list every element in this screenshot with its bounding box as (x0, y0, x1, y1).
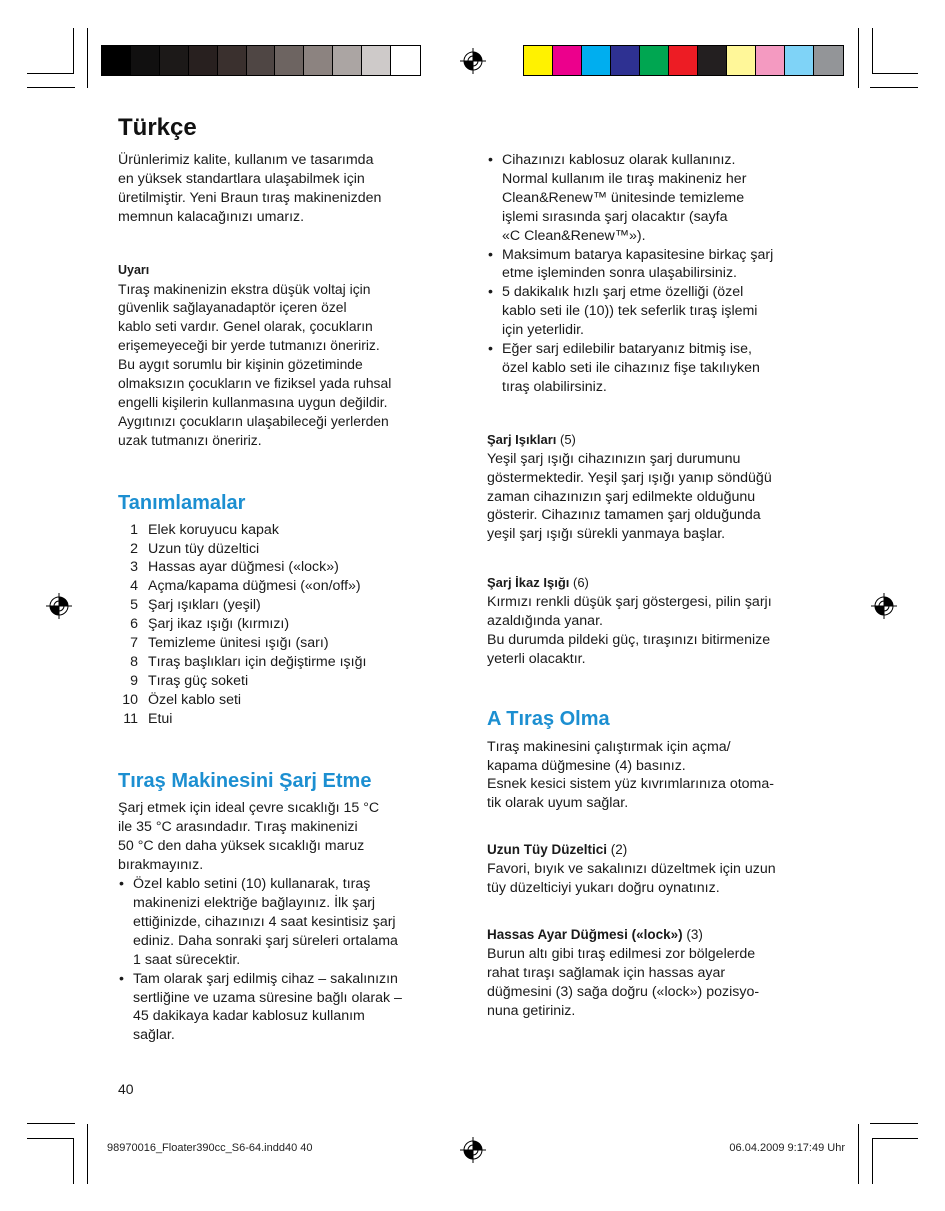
crop-mark (872, 1138, 873, 1184)
list-item: • Eğer sarj edilebilir bataryanız bitmiş ise, özel kablo seti ile cihazınız fişe takılıyken tıraş olabilirsiniz. (487, 340, 837, 397)
item-number: 10 (122, 691, 138, 708)
list-item (118, 634, 458, 653)
crop-mark (27, 87, 75, 88)
list-item (118, 577, 458, 596)
crop-mark (858, 1124, 859, 1184)
page-title: Türkçe (118, 114, 197, 141)
left-column (118, 151, 458, 1045)
section-heading-descriptions: Tanımlamalar (118, 491, 246, 514)
crop-mark (872, 28, 873, 74)
item-number: 1 (130, 521, 138, 538)
lock-section: Hassas Ayar Düğmesi («lock») (3) Burun altı gibi tıraş edilmesi zor bölgelerde rahat tıraşı sağlamak için hassas ayar düğmesini (3) sağa doğru («lock») pozisyo- nuna getiriniz. (487, 927, 760, 1019)
color-swatch (669, 46, 698, 75)
crop-mark (870, 1123, 918, 1124)
list-item (118, 596, 458, 615)
color-swatch (611, 46, 640, 75)
color-swatch (814, 46, 843, 75)
crop-mark (872, 73, 918, 74)
color-swatch (524, 46, 553, 75)
descriptions-list (118, 521, 458, 729)
crop-mark (27, 1138, 73, 1139)
color-swatch (553, 46, 582, 75)
item-text: Temizleme ünitesi ışığı (sarı) (148, 635, 329, 652)
color-swatch (698, 46, 727, 75)
item-number: 2 (130, 540, 138, 557)
list-item (118, 672, 458, 691)
item-number: 4 (130, 578, 138, 595)
charging-intro: Şarj etmek için ideal çevre sıcaklığı 15 °C ile 35 °C arasındadır. Tıraş makinenizi 50 °C den daha yüksek sıcaklığı maruz bırakmayınız. (118, 800, 380, 874)
registration-mark-icon (460, 1137, 486, 1163)
list-item: • Tam olarak şarj edilmiş cihaz – sakalınızın sertliğine ve uzama süresine bağlı olarak – 45 dakikaya kadar kablosuz kullanım sağlar. (118, 970, 458, 1046)
shaving-paragraph: Tıraş makinesini çalıştırmak için açma/ kapama düğmesine (4) basınız. Esnek kesici sistem yüz kıvrımlarınıza otoma- tik olarak uyum sağlar. (487, 738, 774, 812)
item-text: Elek koruyucu kapak (148, 521, 279, 538)
item-number: 6 (130, 616, 138, 633)
crop-mark (27, 73, 73, 74)
color-swatch (189, 46, 218, 75)
item-text: Etui (148, 710, 173, 727)
item-number: 5 (130, 597, 138, 614)
item-text: Uzun tüy düzeltici (148, 540, 260, 557)
charge-warning-label: Şarj İkaz Işığı (487, 575, 570, 591)
color-swatch (247, 46, 276, 75)
list-item (118, 710, 458, 729)
crop-mark (858, 28, 859, 88)
color-swatch (362, 46, 391, 75)
registration-mark-icon (46, 593, 72, 619)
crop-mark (27, 1123, 75, 1124)
color-swatch (131, 46, 160, 75)
color-bar (523, 45, 844, 76)
grayscale-bar (101, 45, 421, 76)
item-number: 9 (130, 672, 138, 689)
warning-label: Uyarı (118, 262, 150, 277)
color-swatch (756, 46, 785, 75)
color-swatch (218, 46, 247, 75)
crop-mark (870, 87, 918, 88)
list-item (118, 653, 458, 672)
item-number: 11 (123, 710, 138, 727)
charge-lights-section: Şarj Işıkları (5) Yeşil şarj ışığı cihazınızın şarj durumunu göstermektedir. Yeşil şarj ışığı yanıp söndüğü zaman cihazınızın şarj edilmekte olduğunu gösterir. Cihazınız tamamen şarj olduğunda yeşil şarj ışığı sürekli yanmaya başlar. (487, 431, 772, 543)
crop-mark (87, 1124, 88, 1184)
color-swatch (391, 46, 420, 75)
list-item (118, 558, 458, 577)
crop-mark (87, 28, 88, 88)
right-column (487, 151, 837, 1021)
warning-section: Uyarı Tıraş makinenizin ekstra düşük voltaj için güvenlik sağlayanadaptör içeren özel kablo seti vardır. Genel olarak, çocukların erişemeyeceği bir yerde tutmanızı öneririz. Bu aygıt sorumlu bir kişinin gözetiminde olmaksızın çocukların ve fiziksel yada ruhsal engelli kişilerin kullanmasına uygun değildir. Aygıtınızı çocukların ulaşabileceği yerlerden uzak tutmanızı öneririz. (118, 261, 458, 450)
list-item (118, 521, 458, 540)
crop-mark (872, 1138, 918, 1139)
registration-mark-icon (460, 48, 486, 74)
color-swatch (582, 46, 611, 75)
list-item (118, 615, 458, 634)
color-swatch (333, 46, 362, 75)
list-item (118, 691, 458, 710)
trimmer-section: Uzun Tüy Düzeltici (2) Favori, bıyık ve sakalınızı düzeltmek için uzun tüy düzelticiyi yukarı doğru oynatınız. (487, 842, 776, 897)
item-text: Açma/kapama düğmesi («on/off») (148, 578, 361, 595)
list-item: • 5 dakikalık hızlı şarj etme özelliği (özel kablo seti ile (10)) tek seferlik tıraş işlemi için yeterlidir. (487, 283, 837, 340)
list-item: • Cihazınızı kablosuz olarak kullanınız. Normal kullanım ile tıraş makineniz her Clean&Renew™ ünitesinde temizleme işlemi sırasında şarj olacaktır (sayfa «C Clean&Renew™»). (487, 151, 837, 246)
color-swatch (640, 46, 669, 75)
item-text: Şarj ikaz ışığı (kırmızı) (148, 616, 290, 633)
item-text: Tıraş başlıkları için değiştirme ışığı (148, 653, 367, 670)
charge-lights-label: Şarj Işıkları (487, 431, 557, 447)
item-number: 3 (130, 559, 138, 576)
list-item (118, 540, 458, 559)
item-text: Özel kablo seti (148, 691, 242, 708)
color-swatch (102, 46, 131, 75)
crop-mark (73, 28, 74, 74)
section-heading-charging: Tıraş Makinesini Şarj Etme (118, 769, 372, 792)
trimmer-label: Uzun Tüy Düzeltici (487, 842, 608, 858)
item-number: 8 (130, 653, 138, 670)
list-item: • Maksimum batarya kapasitesine birkaç şarj etme işleminden sonra ulaşabilirsiniz. (487, 246, 837, 284)
color-swatch (160, 46, 189, 75)
color-swatch (275, 46, 304, 75)
item-text: Şarj ışıkları (yeşil) (148, 597, 261, 614)
crop-mark (73, 1138, 74, 1184)
charging-bullets (118, 875, 458, 1045)
lock-label: Hassas Ayar Düğmesi («lock») (487, 927, 683, 942)
cordless-bullets (487, 151, 837, 397)
registration-mark-icon (871, 593, 897, 619)
section-heading-shaving: A Tıraş Olma (487, 707, 610, 730)
list-item: • Özel kablo setini (10) kullanarak, tıraş makinenizi elektriğe bağlayınız. İlk şarj ettiğinizde, cihazınızı 4 saat kesintisiz şarj ediniz. Daha sonraki şarj süreleri ortalama 1 saat sürecektir. (118, 875, 458, 970)
footer-timestamp: 06.04.2009 9:17:49 Uhr (729, 1142, 845, 1154)
color-swatch (727, 46, 756, 75)
color-swatch (304, 46, 333, 75)
item-number: 7 (130, 635, 138, 652)
item-text: Hassas ayar düğmesi («lock») (148, 559, 339, 576)
charge-warning-section: Şarj İkaz Işığı (6) Kırmızı renkli düşük şarj göstergesi, pilin şarjı azaldığında yanar. Bu durumda pildeki güç, tıraşınızı bitirmenize yeterli olacaktır. (487, 575, 772, 667)
color-swatch (785, 46, 814, 75)
page-number: 40 (118, 1081, 134, 1097)
item-text: Tıraş güç soketi (148, 672, 249, 689)
footer-file-info: 98970016_Floater390cc_S6-64.indd40 40 (107, 1142, 313, 1154)
intro-paragraph: Ürünlerimiz kalite, kullanım ve tasarımda en yüksek standartlara ulaşabilmek için üretilmiştir. Yeni Braun tıraş makinenizden memnun kalacağınızı umarız. (118, 152, 382, 225)
